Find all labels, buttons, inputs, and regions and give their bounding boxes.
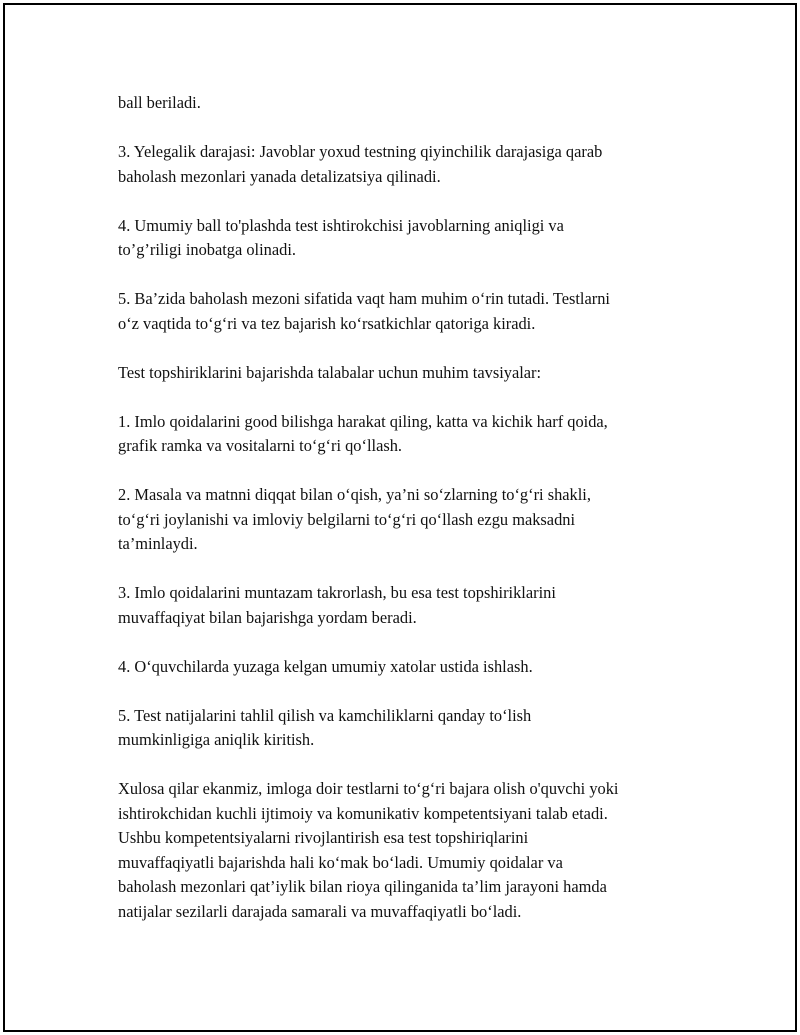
text-line: 1. Imlo qoidalarini good bilishga harakat qiling, katta va kichik harf qoida, — [118, 411, 608, 431]
paragraph — [118, 581, 718, 630]
text-line: 3. Imlo qoidalarini muntazam takrorlash, bu esa test topshiriklarini — [118, 583, 556, 602]
text-line: to’g’riligi inobatga olinadi. — [118, 240, 296, 259]
text-line: ishtirokchidan kuchli ijtimoiy va komunikativ kompetentsiyani talab etadi. — [118, 803, 608, 823]
paragraph — [118, 777, 718, 924]
text-line: natijalar sezilarli darajada samarali va muvaffaqiyatli bo‘ladi. — [118, 901, 522, 921]
paragraph — [118, 704, 718, 753]
paragraph — [118, 140, 718, 189]
text-line: grafik ramka va vositalarni to‘g‘ri qo‘llash. — [118, 436, 403, 455]
text-line: mumkinligiga aniqlik kiritish. — [118, 730, 315, 749]
paragraph — [118, 483, 718, 557]
paragraph — [118, 361, 718, 386]
text-line: 4. Umumiy ball to'plashda test ishtirokchisi javoblarning aniqligi va — [118, 215, 564, 235]
text-line: baholash mezonlari qat’iylik bilan rioya qilinganida ta’lim jarayoni hamda — [118, 877, 607, 896]
document-body — [118, 91, 718, 949]
text-line: 4. O‘quvchilarda yuzaga kelgan umumiy xatolar ustida ishlash. — [118, 656, 533, 676]
text-line: Xulosa qilar ekanmiz, imloga doir testlarni to‘g‘ri bajara olish o'quvchi yoki — [118, 779, 619, 798]
text-line: 3. Yelegalik darajasi: Javoblar yoxud testning qiyinchilik darajasiga qarab — [118, 142, 603, 161]
text-line: 5. Test natijalarini tahlil qilish va kamchiliklarni qanday to‘lish — [118, 705, 532, 725]
text-line: 2. Masala va matnni diqqat bilan o‘qish, ya’ni so‘zlarning to‘g‘ri shakli, — [118, 485, 591, 504]
text-line: ball beriladi. — [118, 93, 201, 112]
text-line: Ushbu kompetentsiyalarni rivojlantirish esa test topshiriqlarini — [118, 828, 529, 847]
text-line: Test topshiriklarini bajarishda talabalar uchun muhim tavsiyalar: — [118, 362, 542, 382]
paragraph — [118, 91, 718, 116]
paragraph — [118, 287, 718, 336]
paragraph — [118, 655, 718, 680]
text-line: to‘g‘ri joylanishi va imloviy belgilarni to‘g‘ri qo‘llash ezgu maksadni — [118, 509, 576, 529]
text-line: muvaffaqiyat bilan bajarishga yordam beradi. — [118, 607, 417, 627]
text-line: ta’minlaydi. — [118, 534, 198, 553]
paragraph — [118, 214, 718, 263]
text-line: baholash mezonlari yanada detalizatsiya qilinadi. — [118, 166, 441, 186]
text-line: 5. Ba’zida baholash mezoni sifatida vaqt ham muhim o‘rin tutadi. Testlarni — [118, 289, 610, 308]
text-line: muvaffaqiyatli bajarishda hali ko‘mak bo‘ladi. Umumiy qoidalar va — [118, 852, 563, 872]
paragraph — [118, 410, 718, 459]
text-line: o‘z vaqtida to‘g‘ri va tez bajarish ko‘rsatkichlar qatoriga kiradi. — [118, 313, 536, 333]
